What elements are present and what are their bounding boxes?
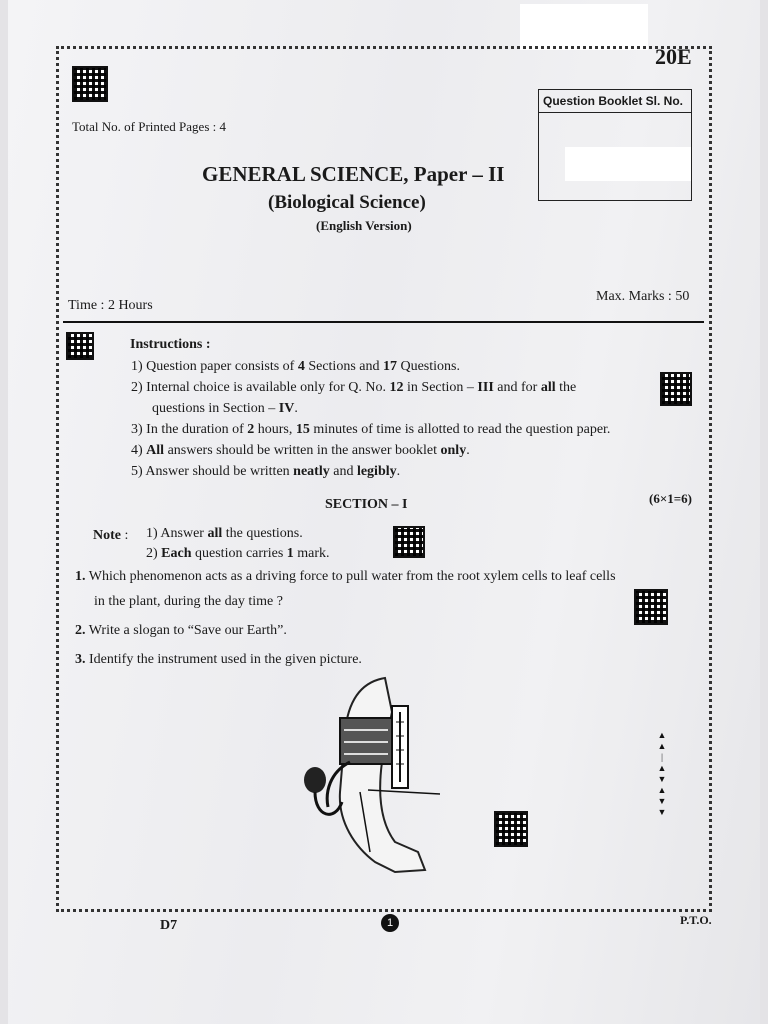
paper-code: 20E — [655, 44, 692, 69]
instructions-heading: Instructions : — [130, 337, 211, 352]
item-number: 1) — [131, 359, 143, 374]
instruction-5 — [131, 464, 400, 480]
instruction-bold: all — [540, 380, 556, 395]
instruction-text: and for — [493, 380, 541, 395]
question-text: Which phenomenon acts as a driving force to pull water from the root xylem cells to leaf cells — [88, 569, 616, 584]
instruction-3 — [131, 422, 610, 438]
note-label — [93, 528, 128, 544]
instruction-text: Sections and — [304, 359, 383, 374]
question-2 — [75, 623, 287, 639]
item-number: 5) — [131, 464, 143, 479]
instruction-text: minutes of time is allotted to read the question paper. — [309, 422, 611, 437]
qr-code-icon — [66, 332, 94, 360]
instruction-text: Questions. — [396, 359, 460, 374]
item-number: 3) — [131, 422, 143, 437]
item-number: 2) — [146, 546, 158, 561]
qr-code-icon — [72, 66, 108, 102]
instruction-bold: only — [440, 443, 467, 458]
instruction-text: Question paper consists of — [146, 359, 298, 374]
exam-subtitle: (Biological Science) — [268, 192, 426, 213]
instruction-text: . — [466, 443, 470, 458]
question-1 — [75, 569, 616, 585]
section-marks: (6×1=6) — [649, 491, 692, 506]
note-bold: 1 — [286, 546, 294, 561]
note-1 — [146, 526, 303, 542]
redacted-serial — [565, 147, 691, 181]
instruction-bold: 15 — [295, 422, 310, 437]
sphygmomanometer-illustration — [300, 672, 440, 878]
version-label: (English Version) — [316, 218, 412, 233]
instruction-bold: legibly — [356, 464, 397, 479]
question-number: 2. — [75, 623, 86, 638]
instruction-text: in Section – — [403, 380, 478, 395]
question-text: Write a slogan to “Save our Earth”. — [88, 623, 287, 638]
note-bold: all — [207, 526, 223, 541]
question-1-continued: in the plant, during the day time ? — [94, 594, 283, 609]
item-number: 4) — [131, 443, 143, 458]
exam-title: GENERAL SCIENCE, Paper – II — [202, 162, 505, 186]
note-bold: Each — [161, 546, 192, 561]
instruction-2-continued — [152, 401, 298, 417]
item-number: 2) — [131, 380, 143, 395]
please-turn-over: P.T.O. — [680, 913, 712, 927]
total-pages: Total No. of Printed Pages : 4 — [72, 119, 226, 134]
margin-arrow-marks: ▲ ▲ | ▲ ▼ ▲ ▼ ▼ — [657, 730, 667, 817]
qr-code-icon — [634, 589, 668, 625]
item-number: 1) — [146, 526, 158, 541]
qr-code-icon — [393, 526, 425, 558]
instruction-bold: 2 — [247, 422, 255, 437]
instruction-bold: neatly — [293, 464, 330, 479]
instruction-bold: 17 — [382, 359, 397, 374]
instruction-1 — [131, 359, 460, 375]
instruction-text: . — [396, 464, 401, 479]
note-text: mark. — [293, 546, 330, 561]
header-divider — [63, 321, 704, 323]
note-colon: : — [124, 528, 129, 543]
instruction-text: hours, — [254, 422, 296, 437]
note-text: question carries — [191, 546, 287, 561]
time-allowed: Time : 2 Hours — [68, 298, 153, 313]
instruction-text: . — [294, 401, 298, 416]
instruction-bold: IV — [278, 401, 295, 416]
question-number: 1. — [75, 569, 86, 584]
instruction-text: questions in Section – — [152, 401, 279, 416]
instruction-text: Internal choice is available only for Q. No. — [146, 380, 390, 395]
booklet-serial-box — [538, 89, 692, 201]
qr-code-icon — [660, 372, 692, 406]
instruction-bold: 12 — [389, 380, 404, 395]
instruction-2 — [131, 380, 576, 396]
question-text: Identify the instrument used in the given picture. — [89, 652, 362, 667]
redacted-area-top — [520, 4, 648, 50]
instruction-4 — [131, 443, 470, 459]
instruction-bold: III — [477, 380, 494, 395]
instruction-text: answers should be written in the answer booklet — [164, 443, 441, 458]
instruction-text: the — [555, 380, 577, 395]
instruction-bold: All — [146, 443, 165, 458]
section-title: SECTION – I — [325, 497, 408, 512]
max-marks: Max. Marks : 50 — [596, 289, 690, 304]
question-number: 3. — [75, 652, 86, 667]
question-3 — [75, 652, 362, 668]
booklet-serial-label: Question Booklet Sl. No. — [539, 90, 691, 113]
instruction-text: and — [329, 464, 357, 479]
note-label-text: Note — [93, 528, 121, 543]
note-2 — [146, 546, 330, 562]
page-number-badge: 1 — [381, 914, 399, 932]
footer-code: D7 — [160, 918, 178, 933]
instruction-text: Answer should be written — [145, 464, 294, 479]
qr-code-icon — [494, 811, 528, 847]
note-text: Answer — [160, 526, 208, 541]
instruction-text: In the duration of — [146, 422, 248, 437]
instruction-bold: 4 — [297, 359, 305, 374]
note-text: the questions. — [222, 526, 303, 541]
